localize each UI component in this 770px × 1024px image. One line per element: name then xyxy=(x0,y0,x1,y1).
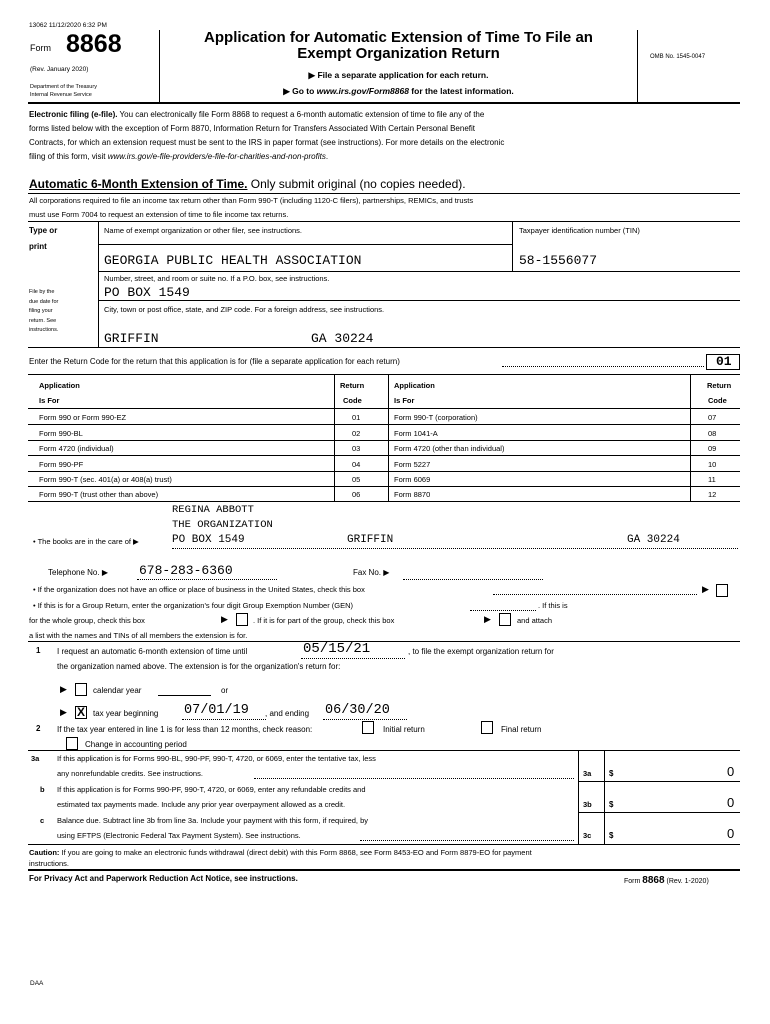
dollar-sign: $ xyxy=(609,800,614,809)
table-cell-code: 05 xyxy=(352,475,361,484)
line1-number: 1 xyxy=(36,646,41,655)
calendar-year-checkbox[interactable] xyxy=(75,683,87,696)
books-label: • The books are in the care of ▶ xyxy=(33,537,139,546)
form-word: Form xyxy=(30,43,51,53)
whole-group-text: for the whole group, check this box xyxy=(29,616,145,625)
dept-line1: Department of the Treasury xyxy=(30,84,97,90)
sub-instruction-2: ▶ Go to www.irs.gov/Form8868 for the latest information. xyxy=(283,86,514,96)
th-app-r2: Is For xyxy=(394,396,415,405)
line3c-number: c xyxy=(40,816,45,825)
section-note-1: All corporations required to file an income tax return other than Form 990-T (including 1120-C filers), partnerships, REMICs, and trusts xyxy=(29,196,474,205)
caution-text: Caution: If you are going to make an electronic funds withdrawal (direct debit) with this Form 8868, see Form 8453-EO and Form 8879-EO for payment xyxy=(29,848,532,857)
tax-year-begin-field[interactable]: 07/01/19 xyxy=(184,703,249,718)
extension-date-field[interactable]: 05/15/21 xyxy=(303,641,371,657)
th-code-1: Return xyxy=(340,381,365,390)
irs-link[interactable]: www.irs.gov/Form8868 xyxy=(316,86,409,96)
part-group-checkbox[interactable] xyxy=(499,613,511,626)
street-label: Number, street, and room or suite no. If a P.O. box, see instructions. xyxy=(104,274,330,283)
th-app-r1: Application xyxy=(394,381,435,390)
table-cell-code: 02 xyxy=(352,429,361,438)
th-code-r1: Return xyxy=(707,381,732,390)
state-zip-field[interactable]: GA 30224 xyxy=(311,331,374,346)
table-cell-code: 06 xyxy=(352,490,361,499)
no-office-checkbox[interactable] xyxy=(716,584,728,597)
return-code-field[interactable]: 01 xyxy=(716,354,732,369)
final-return-label: Final return xyxy=(501,725,542,734)
part-group-text: . If it is for part of the group, check this box xyxy=(253,616,395,625)
telephone-field[interactable]: 678-283-6360 xyxy=(139,563,233,578)
table-row: Form 990-T (corporation) xyxy=(394,413,478,422)
table-row: Form 990-BL xyxy=(39,429,83,438)
omb-number: OMB No. 1545-0047 xyxy=(650,54,706,60)
group-return-text: • If this is for a Group Return, enter the organization's four digit Group Exemption Number (GEN) xyxy=(33,601,354,610)
arrow-icon: ▶ xyxy=(60,684,67,694)
arrow-icon: ▶ xyxy=(221,614,228,624)
form-title-2: Exempt Organization Return xyxy=(297,45,500,62)
accounting-period-label: Change in accounting period xyxy=(85,740,187,749)
fax-label: Fax No. ▶ xyxy=(353,568,390,577)
initial-return-label: Initial return xyxy=(383,725,425,734)
table-cell-code: 07 xyxy=(708,413,717,422)
th-code-r2: Code xyxy=(708,396,727,405)
table-cell-code: 10 xyxy=(708,460,717,469)
line3c-ref: 3c xyxy=(583,831,592,840)
line3b-amount-field[interactable]: 0 xyxy=(727,795,735,810)
line3a-text-2: any nonrefundable credits. See instructions. xyxy=(57,769,203,778)
table-row: Form 4720 (individual) xyxy=(39,444,114,453)
books-state-zip-field[interactable]: GA 30224 xyxy=(627,534,680,546)
line3b-ref: 3b xyxy=(583,800,592,809)
intro-text: Electronic filing (e-file). You can electronically file Form 8868 to request a 6-month automatic extension of time to file any of the forms listed below with the exception of Form 8870, Information Return for Transfers Associated With Certain Personal Benefit Contracts, for which an extension request must be sent to the IRS in paper format (see instructions). For more details on the electronic filing of this form, visit www.irs.gov/e-file-providers/e-file-for-charities-and-non-profits. xyxy=(29,110,505,161)
line3c-amount-field[interactable]: 0 xyxy=(727,826,735,841)
line3b-text-2: estimated tax payments made. Include any prior year overpayment allowed as a credit. xyxy=(57,800,346,809)
table-cell-code: 08 xyxy=(708,429,717,438)
org-name-field[interactable]: GEORGIA PUBLIC HEALTH ASSOCIATION xyxy=(104,253,362,268)
tax-year-label: tax year beginning xyxy=(93,709,159,718)
dept-line2: Internal Revenue Service xyxy=(30,92,92,98)
th-code-2: Code xyxy=(343,396,362,405)
and-ending-label: , and ending xyxy=(265,709,310,718)
line2-number: 2 xyxy=(36,724,41,733)
th-app-2: Is For xyxy=(39,396,60,405)
th-app-1: Application xyxy=(39,381,80,390)
line2-text: If the tax year entered in line 1 is for less than 12 months, check reason: xyxy=(57,725,313,734)
table-row: Form 990-T (trust other than above) xyxy=(39,490,159,499)
return-code-prompt: Enter the Return Code for the return that this application is for (file a separate application for each return) xyxy=(29,357,400,366)
type-label-1: Type or xyxy=(29,226,58,235)
caution-text-2: instructions. xyxy=(29,859,70,868)
section-heading: Automatic 6-Month Extension of Time. Only submit original (no copies needed). xyxy=(29,177,466,191)
table-row: Form 990 or Form 990-EZ xyxy=(39,413,127,422)
table-cell-code: 09 xyxy=(708,444,717,453)
file-by-label: File by the due date for filing your return. See instructions. xyxy=(29,289,59,333)
line3c-text-2: using EFTPS (Electronic Federal Tax Payment System). See instructions. xyxy=(57,831,301,840)
org-name-label: Name of exempt organization or other filer, see instructions. xyxy=(104,226,303,235)
table-cell-code: 11 xyxy=(708,475,716,484)
books-name-2[interactable]: THE ORGANIZATION xyxy=(172,519,273,531)
rev-date: (Rev. January 2020) xyxy=(30,66,89,73)
city-label: City, town or post office, state, and ZIP code. For a foreign address, see instructions. xyxy=(104,305,385,314)
form-number: 8868 xyxy=(66,30,122,58)
tin-label: Taxpayer identification number (TIN) xyxy=(519,226,640,235)
table-row: Form 990-T (sec. 401(a) or 408(a) trust) xyxy=(39,475,172,484)
accounting-period-checkbox[interactable] xyxy=(66,737,78,750)
books-name-1[interactable]: REGINA ABBOTT xyxy=(172,504,254,516)
line3a-number: 3a xyxy=(31,754,40,763)
line1-text: I request an automatic 6-month extension of time until xyxy=(57,647,248,656)
tin-field[interactable]: 58-1556077 xyxy=(519,253,598,268)
sub-instruction-1: ▶ File a separate application for each return. xyxy=(308,70,489,80)
line3c-text-1: Balance due. Subtract line 3b from line 3a. Include your payment with this form, if required, by xyxy=(57,816,368,825)
footer-code: DAA xyxy=(30,980,44,987)
type-label-2: print xyxy=(29,242,47,251)
city-field[interactable]: GRIFFIN xyxy=(104,331,159,346)
table-row: Form 4720 (other than individual) xyxy=(394,444,505,453)
print-stamp: 13062 11/12/2020 6:32 PM xyxy=(29,22,107,29)
tax-year-checkbox[interactable] xyxy=(75,706,87,719)
whole-group-checkbox[interactable] xyxy=(236,613,248,626)
no-office-text: • If the organization does not have an office or place of business in the United States, check this box xyxy=(33,585,365,594)
table-row: Form 6069 xyxy=(394,475,431,484)
dollar-sign: $ xyxy=(609,769,614,778)
calendar-year-label: calendar year xyxy=(93,686,142,695)
table-cell-code: 01 xyxy=(352,413,361,422)
footer-form: Form 8868 (Rev. 1-2020) xyxy=(624,875,709,886)
arrow-icon: ▶ xyxy=(484,614,491,624)
form-title-1: Application for Automatic Extension of Time To File an xyxy=(204,29,593,46)
line3a-amount-field[interactable]: 0 xyxy=(727,764,735,779)
arrow-icon: ▶ xyxy=(702,584,709,594)
attach-text: and attach xyxy=(517,616,553,625)
efile-link[interactable]: www.irs.gov/e-file-providers/e-file-for-charities-and-non-profits xyxy=(107,152,326,161)
initial-return-checkbox[interactable] xyxy=(362,721,374,734)
tax-year-end-field[interactable]: 06/30/20 xyxy=(325,703,390,718)
line3b-number: b xyxy=(40,785,45,794)
group-return-text-b: . If this is xyxy=(538,601,568,610)
books-address-field[interactable]: PO BOX 1549 xyxy=(172,534,245,546)
final-return-checkbox[interactable] xyxy=(481,721,493,734)
members-list-text: a list with the names and TINs of all members the extension is for. xyxy=(29,631,248,640)
table-cell-code: 04 xyxy=(352,460,361,469)
line3a-ref: 3a xyxy=(583,769,592,778)
table-row: Form 990-PF xyxy=(39,460,84,469)
table-cell-code: 03 xyxy=(352,444,361,453)
or-label: or xyxy=(221,686,229,695)
street-field[interactable]: PO BOX 1549 xyxy=(104,285,190,300)
telephone-label: Telephone No. ▶ xyxy=(48,568,108,577)
line1-text-b: , to file the exempt organization return for xyxy=(408,647,554,656)
books-city-field[interactable]: GRIFFIN xyxy=(347,534,394,546)
line3a-text-1: If this application is for Forms 990-BL, 990-PF, 990-T, 4720, or 6069, enter the tentative tax, less xyxy=(57,754,376,763)
line1-text-c: the organization named above. The extension is for the organization's return for: xyxy=(57,662,341,671)
arrow-icon: ▶ xyxy=(60,707,67,717)
privacy-notice: For Privacy Act and Paperwork Reduction Act Notice, see instructions. xyxy=(29,874,298,883)
section-note-2: must use Form 7004 to request an extension of time to file income tax returns. xyxy=(29,210,289,219)
table-row: Form 5227 xyxy=(394,460,431,469)
table-cell-code: 12 xyxy=(708,490,717,499)
table-row: Form 8870 xyxy=(394,490,431,499)
dollar-sign: $ xyxy=(609,831,614,840)
line3b-text-1: If this application is for Forms 990-PF, 990-T, 4720, or 6069, enter any refundable credits and xyxy=(57,785,366,794)
table-row: Form 1041-A xyxy=(394,429,438,438)
